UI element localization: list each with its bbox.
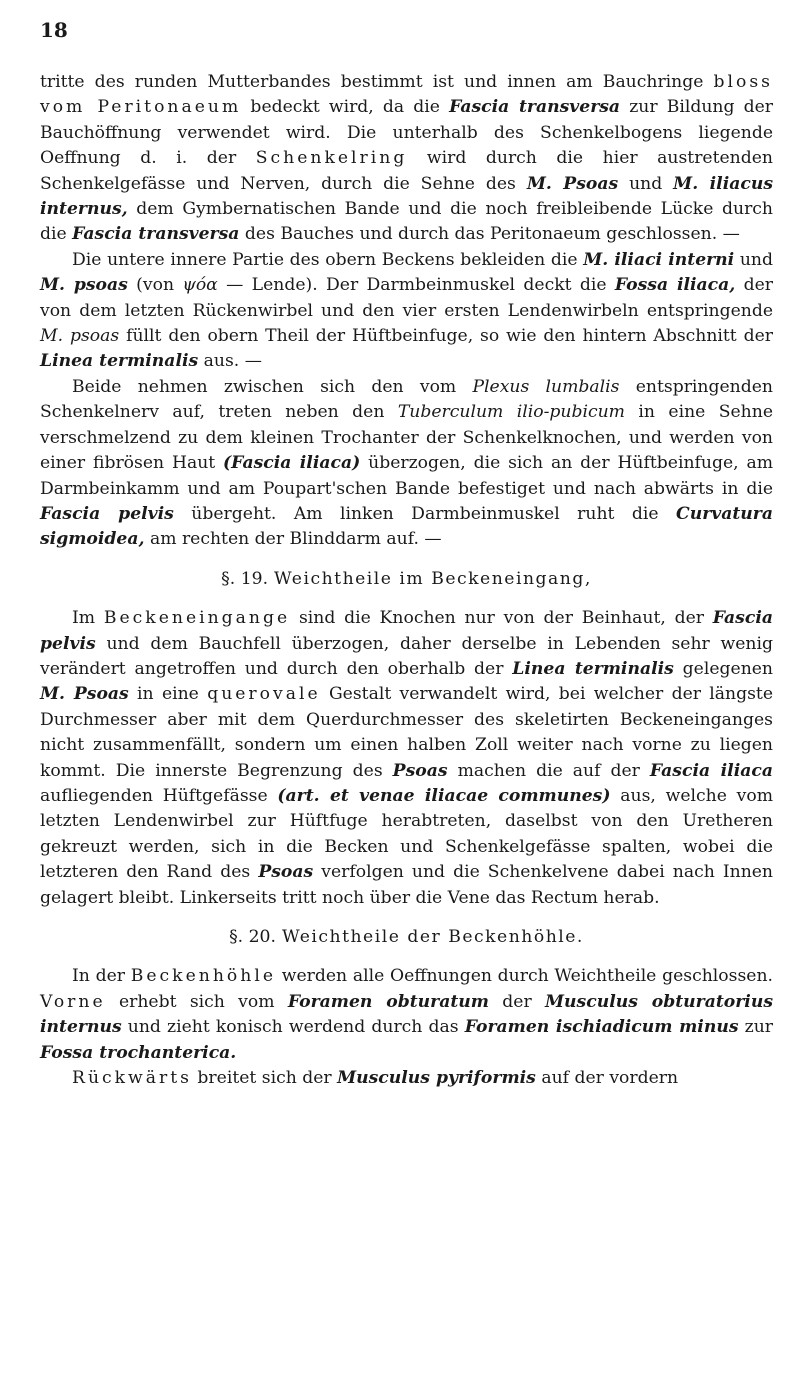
text-run: Gestalt verwandelt wird, bei welcher der längste Durchmesser aber mit dem Querdurchmesser des skeletirten Beckeneinganges nicht zusammenfällt, sondern um einen halben Zoll weiter nach vorne zu liegen kommt. Die innerste Begrenzung des [40, 684, 773, 781]
spaced-emphasis: Schenkelring [255, 148, 408, 169]
section-heading [40, 567, 773, 592]
paragraph [40, 70, 773, 248]
text-run: Beide nehmen zwischen sich den vom [72, 376, 473, 397]
text-run: wird durch die hier austretenden Schenkelgefässe und Nerven, durch die Sehne des [40, 148, 773, 194]
page-body [40, 70, 773, 1091]
spaced-emphasis: Vorne [40, 991, 106, 1012]
latin-term: Linea terminalis [40, 351, 199, 372]
spaced-emphasis: vom Peritonaeum [40, 97, 242, 118]
paragraph [40, 248, 773, 375]
text-run: (von [127, 275, 183, 296]
text-run: — Lende). Der Darmbeinmuskel deckt die [217, 275, 615, 296]
latin-term: Fascia transversa [72, 224, 240, 245]
latin-term: M. iliacus internus, [40, 173, 773, 220]
latin-term: M. psoas [40, 275, 128, 296]
text-run: des Bauches und durch das Peritonaeum geschlossen. — [239, 224, 740, 245]
text-run: erhebt sich vom [105, 991, 288, 1012]
text-run: in eine [128, 684, 208, 705]
text-run: werden alle Oeffnungen durch Weichtheile geschlossen. [276, 966, 773, 987]
latin-term: Psoas [392, 760, 448, 781]
text-run: Die untere innere Partie des obern Beckens bekleiden die [72, 249, 584, 270]
text-run: übergeht. Am linken Darmbeinmuskel ruht die [173, 503, 677, 524]
latin-term: ψόα [182, 275, 218, 296]
paragraph [40, 1066, 773, 1091]
section-title: Weichtheile der Beckenhöhle. [281, 927, 584, 947]
text-run: entspringenden Schenkelnerv auf, treten neben den [40, 376, 773, 423]
text-run: überzogen, die sich an der Hüftbeinfuge, am Darmbeinkamm und am Poupart'schen Bande befestiget und nach abwärts in die [40, 453, 773, 499]
paragraph [40, 606, 773, 911]
latin-term: M. Psoas [40, 684, 129, 705]
spaced-emphasis: Beckenhöhle [130, 966, 276, 987]
latin-term: (Fascia iliaca) [223, 453, 361, 474]
text-run: und [734, 249, 773, 270]
latin-term: M. Psoas [526, 173, 619, 194]
latin-term: Linea terminalis [512, 658, 674, 679]
section-number: §. 19. [221, 568, 269, 589]
latin-term: Curvatura sigmoidea, [40, 503, 773, 550]
paragraph [40, 375, 773, 553]
latin-term: (art. et venae iliacae communes) [277, 785, 611, 806]
page-number: 18 [40, 18, 68, 42]
text-run: verfolgen und die Schenkelvene dabei nach Innen gelagert bleibt. Linkerseits tritt noch über die Vene das Rectum herab. [40, 862, 774, 908]
latin-term: Fossa trochanterica. [40, 1042, 237, 1063]
text-run: und zieht konisch werdend durch das [121, 1017, 465, 1038]
latin-term: Musculus pyriformis [337, 1068, 536, 1089]
latin-term: M. iliaci interni [583, 249, 735, 270]
text-run: zur Bildung der Bauchöffnung verwendet wird. Die unterhalb des Schenkelbogens liegende Oeffnung d. i. der [40, 97, 773, 169]
text-run: zur [738, 1017, 773, 1038]
text-run: in eine Sehne verschmelzend zu dem kleinen Trochanter der Schenkelknochen, und werden von einer fibrösen Haut [40, 402, 773, 474]
section-title: Weichtheile im Beckeneingang, [274, 568, 592, 589]
text-run: aus. — [198, 351, 262, 372]
text-run: machen die auf der [447, 760, 650, 781]
text-run: tritte des runden Mutterbandes bestimmt ist und innen am Bauchringe [40, 72, 714, 92]
text-run: der [488, 991, 546, 1012]
spaced-emphasis: querovale [207, 684, 321, 705]
latin-term: M. psoas [40, 326, 120, 347]
text-run: sind die Knochen nur von der Beinhaut, der [290, 608, 713, 629]
text-run: gelegenen [673, 658, 774, 679]
text-run: am rechten der Blinddarm auf. — [144, 529, 442, 550]
text-run: breitet sich der [191, 1068, 338, 1089]
text-run: auf der vordern [535, 1068, 679, 1089]
text-run: Im [72, 608, 104, 629]
latin-term: Foramen ischiadicum minus [464, 1017, 739, 1038]
paragraph [40, 964, 773, 1066]
latin-term: Foramen obturatum [287, 991, 489, 1012]
text-run: dem Gymbernatischen Bande und die noch freibleibende Lücke durch die [40, 199, 773, 245]
latin-term: Fascia transversa [449, 97, 621, 118]
section-heading [40, 925, 773, 950]
latin-term: Fossa iliaca, [614, 275, 736, 296]
text-run: der von dem letzten Rückenwirbel und den vier ersten Lendenwirbeln entspringende [40, 275, 773, 321]
text-run: In der [72, 966, 131, 987]
text-run: und dem Bauchfell überzogen, daher derselbe in Lebenden sehr wenig verändert angetroffen und durch den oberhalb der [40, 633, 773, 679]
latin-term: Musculus obturatorius internus [40, 991, 774, 1038]
spaced-emphasis: Rückwärts [72, 1068, 192, 1089]
section-number: §. 20. [229, 927, 276, 947]
latin-term: Psoas [258, 862, 314, 883]
text-run: aus, welche vom letzten Lendenwirbel zur Hüftfuge herabtreten, daselbst von den Uretheren gekreuzt werden, sich in die Becken und Schenkelgefässe spalten, wobei die letzteren den Rand des [40, 785, 773, 883]
latin-term: Fascia iliaca [649, 760, 773, 781]
text-run: bedeckt wird, da die [241, 97, 450, 118]
latin-term: Tuberculum ilio-pubicum [397, 402, 625, 423]
text-run: füllt den obern Theil der Hüftbeinfuge, so wie den hintern Abschnitt der [119, 326, 773, 347]
text-run: und [618, 173, 674, 194]
spaced-emphasis: bloss [713, 72, 773, 92]
spaced-emphasis: Beckeneingange [103, 608, 291, 629]
text-run: aufliegenden Hüftgefässe [40, 785, 278, 806]
latin-term: Plexus lumbalis [472, 376, 620, 397]
latin-term: Fascia pelvis [40, 503, 174, 524]
latin-term: Fascia pelvis [40, 608, 773, 654]
